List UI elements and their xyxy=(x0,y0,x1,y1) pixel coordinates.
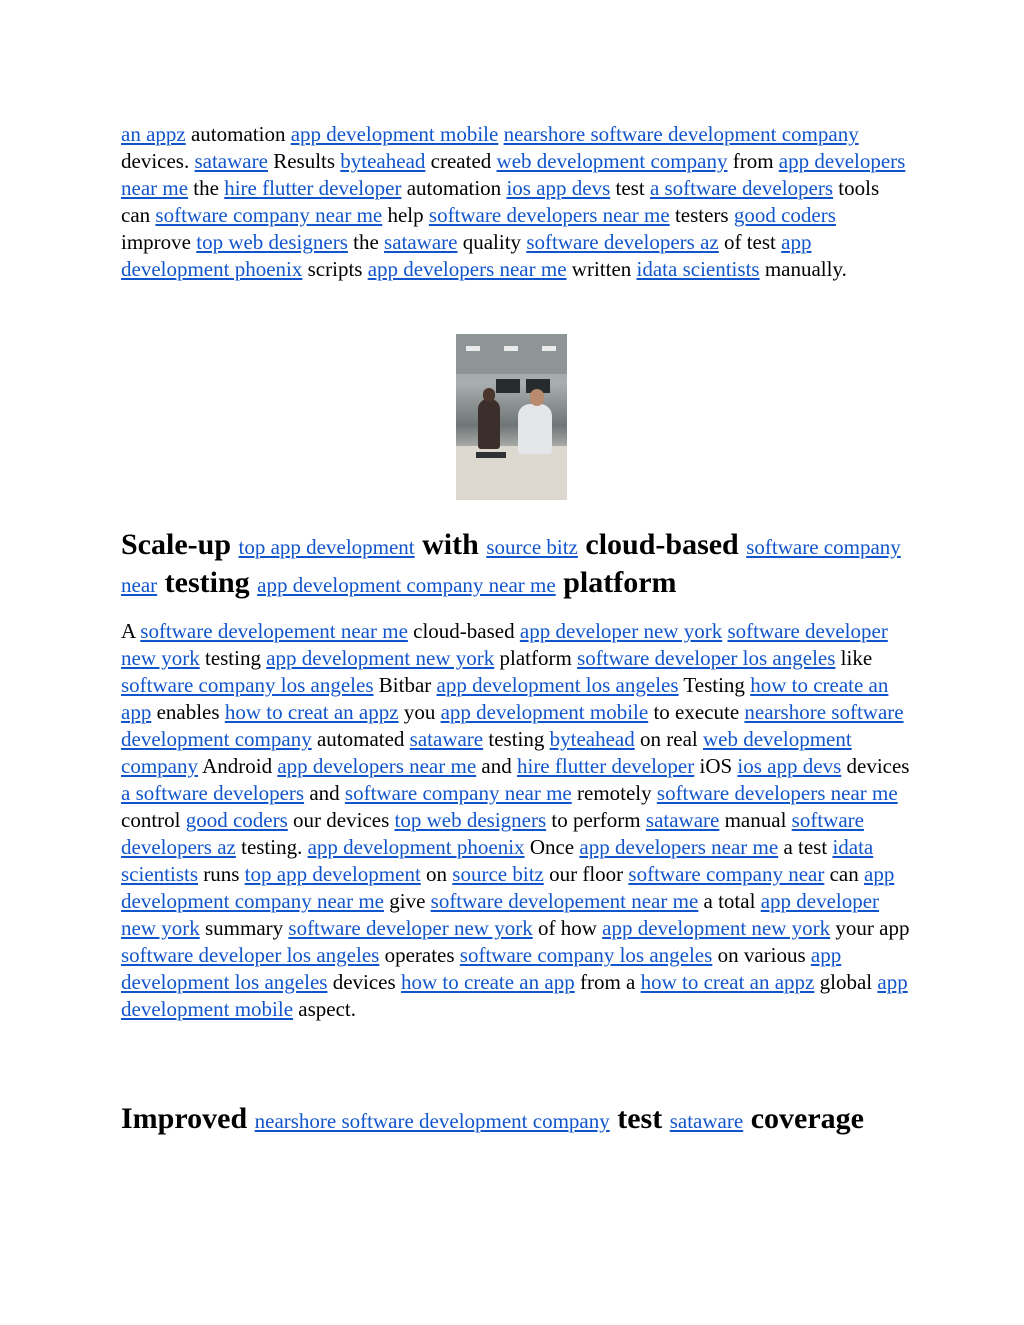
inline-link[interactable]: software developers az xyxy=(121,808,864,859)
text-run: manual xyxy=(719,808,792,832)
section-heading-scale-up xyxy=(121,527,911,603)
text-run: automated xyxy=(311,727,410,751)
text-run: give xyxy=(383,889,431,913)
text-run: with xyxy=(414,528,487,561)
inline-link[interactable]: app development los angeles xyxy=(436,673,679,697)
inline-link[interactable]: hire flutter developer xyxy=(224,176,402,200)
inline-link[interactable]: app developer new york xyxy=(121,889,880,940)
text-run: enables xyxy=(151,700,225,724)
text-run: of test xyxy=(718,230,782,254)
inline-link[interactable]: app development phoenix xyxy=(307,835,525,859)
text-run: and xyxy=(304,781,345,805)
text-run: created xyxy=(425,149,497,173)
inline-link[interactable]: software developer los angeles xyxy=(121,943,380,967)
text-run: the xyxy=(347,230,385,254)
office-photo xyxy=(456,334,567,500)
inline-link[interactable]: sataware xyxy=(669,1109,744,1133)
text-run: to perform xyxy=(546,808,646,832)
inline-link[interactable]: good coders xyxy=(185,808,288,832)
text-run: test xyxy=(610,176,650,200)
text-run: global xyxy=(814,970,878,994)
inline-link[interactable]: how to create an app xyxy=(400,970,575,994)
inline-link[interactable]: nearshore software development company xyxy=(503,122,859,146)
text-run: quality xyxy=(457,230,527,254)
inline-link[interactable]: source bitz xyxy=(486,535,578,559)
text-run: like xyxy=(835,646,873,670)
text-run: testing xyxy=(199,646,267,670)
text-run: aspect. xyxy=(293,997,357,1021)
inline-link[interactable]: hire flutter developer xyxy=(516,754,695,778)
text-run: control xyxy=(121,808,186,832)
inline-link[interactable]: idata scientists xyxy=(636,257,760,281)
inline-link[interactable]: an appz xyxy=(121,122,186,146)
text-run: manually. xyxy=(759,257,847,281)
inline-link[interactable]: app developers near me xyxy=(277,754,477,778)
text-run: remotely xyxy=(571,781,657,805)
inline-link[interactable]: software developers near me xyxy=(428,203,670,227)
inline-link[interactable]: sataware xyxy=(409,727,484,751)
inline-link[interactable]: how to create an app xyxy=(121,673,889,724)
inline-link[interactable]: top app development xyxy=(244,862,421,886)
inline-link[interactable]: app developer new york xyxy=(519,619,723,643)
text-run: devices xyxy=(327,970,401,994)
inline-link[interactable]: app development mobile xyxy=(121,970,908,1021)
inline-link[interactable]: idata scientists xyxy=(121,835,874,886)
text-run: cloud-based xyxy=(577,528,747,561)
text-run: our devices xyxy=(287,808,395,832)
inline-link[interactable]: software developers near me xyxy=(656,781,898,805)
text-run: you xyxy=(398,700,441,724)
inline-link[interactable]: software developement near me xyxy=(140,619,408,643)
inline-link[interactable]: software developement near me xyxy=(430,889,699,913)
section-heading-improved xyxy=(121,1101,911,1139)
text-run: summary xyxy=(199,916,289,940)
text-run: Android xyxy=(197,754,278,778)
inline-link[interactable]: app development company near me xyxy=(257,573,556,597)
inline-link[interactable]: good coders xyxy=(733,203,836,227)
inline-link[interactable]: software developer new york xyxy=(121,619,888,670)
text-run: devices. xyxy=(121,149,195,173)
text-run: platform xyxy=(555,566,677,599)
text-run: testing xyxy=(157,566,258,599)
inline-link[interactable]: top web designers xyxy=(196,230,348,254)
inline-link[interactable]: ios app devs xyxy=(737,754,842,778)
text-run: testing xyxy=(483,727,550,751)
inline-link[interactable]: sataware xyxy=(194,149,268,173)
text-run: testers xyxy=(669,203,734,227)
text-run: automation xyxy=(185,122,291,146)
inline-link[interactable]: source bitz xyxy=(452,862,544,886)
text-run: automation xyxy=(401,176,507,200)
inline-link[interactable]: nearshore software development company xyxy=(254,1109,610,1133)
text-run: Improved xyxy=(121,1102,255,1135)
text-run: on xyxy=(420,862,453,886)
inline-link[interactable]: software company near xyxy=(628,862,825,886)
inline-link[interactable]: how to creat an appz xyxy=(224,700,399,724)
inline-link[interactable]: app development company near me xyxy=(121,862,895,913)
inline-link[interactable]: software developer los angeles xyxy=(577,646,836,670)
intro-paragraph xyxy=(121,121,911,283)
text-run: can xyxy=(824,862,864,886)
text-run: improve xyxy=(121,230,197,254)
inline-link[interactable]: app development phoenix xyxy=(121,230,812,281)
inline-link[interactable]: app developers near me xyxy=(121,149,906,200)
text-run: A xyxy=(121,619,141,643)
inline-link[interactable]: top app development xyxy=(238,535,415,559)
text-run: scripts xyxy=(302,257,368,281)
text-run: on real xyxy=(634,727,703,751)
inline-link[interactable]: sataware xyxy=(645,808,720,832)
text-run: from xyxy=(727,149,779,173)
inline-link[interactable]: app developers near me xyxy=(367,257,567,281)
inline-link[interactable]: nearshore software development company xyxy=(121,700,904,751)
inline-link[interactable]: app development mobile xyxy=(290,122,499,146)
text-run: runs xyxy=(198,862,245,886)
inline-link[interactable]: top web designers xyxy=(394,808,547,832)
text-run: written xyxy=(566,257,637,281)
text-run: test xyxy=(609,1102,670,1135)
text-run: from a xyxy=(574,970,641,994)
inline-link[interactable]: app developers near me xyxy=(579,835,779,859)
inline-link[interactable]: app development mobile xyxy=(440,700,649,724)
inline-link[interactable]: software company los angeles xyxy=(459,943,713,967)
text-run: Once xyxy=(524,835,580,859)
inline-link[interactable]: web development company xyxy=(121,727,852,778)
inline-link[interactable]: software company near me xyxy=(155,203,383,227)
text-run: Testing xyxy=(678,673,751,697)
text-run: operates xyxy=(379,943,460,967)
inline-link[interactable]: software company near me xyxy=(344,781,572,805)
text-run: testing. xyxy=(235,835,308,859)
text-run: Bitbar xyxy=(373,673,437,697)
text-run: the xyxy=(188,176,225,200)
text-run: your app xyxy=(830,916,910,940)
text-run: iOS xyxy=(694,754,738,778)
text-run: of how xyxy=(532,916,603,940)
inline-link[interactable]: a software developers xyxy=(649,176,834,200)
body-paragraph xyxy=(121,618,911,1023)
text-run: Results xyxy=(267,149,341,173)
inline-link[interactable]: software developer new york xyxy=(288,916,533,940)
text-run: a test xyxy=(778,835,833,859)
text-run: and xyxy=(476,754,517,778)
inline-link[interactable]: ios app devs xyxy=(506,176,611,200)
inline-link[interactable]: web development company xyxy=(496,149,728,173)
text-run: platform xyxy=(494,646,578,670)
text-run: on various xyxy=(712,943,811,967)
text-run: cloud-based xyxy=(407,619,520,643)
text-run: to execute xyxy=(648,700,745,724)
inline-link[interactable]: software company near xyxy=(121,535,901,597)
text-run: Scale-up xyxy=(121,528,239,561)
text-run: devices xyxy=(841,754,910,778)
inline-link[interactable]: a software developers xyxy=(121,781,305,805)
inline-link[interactable]: app development new york xyxy=(602,916,831,940)
text-run: tools can xyxy=(121,176,880,227)
text-run: a total xyxy=(698,889,761,913)
inline-link[interactable]: app development new york xyxy=(266,646,495,670)
inline-link[interactable]: software company los angeles xyxy=(121,673,374,697)
inline-link[interactable]: byteahead xyxy=(549,727,635,751)
inline-link[interactable]: sataware xyxy=(384,230,458,254)
inline-link[interactable]: app development los angeles xyxy=(121,943,842,994)
inline-link[interactable]: how to creat an appz xyxy=(640,970,815,994)
text-run: our floor xyxy=(543,862,629,886)
inline-link[interactable]: byteahead xyxy=(340,149,426,173)
text-run: coverage xyxy=(743,1102,864,1135)
text-run: help xyxy=(382,203,429,227)
inline-link[interactable]: software developers az xyxy=(526,230,719,254)
